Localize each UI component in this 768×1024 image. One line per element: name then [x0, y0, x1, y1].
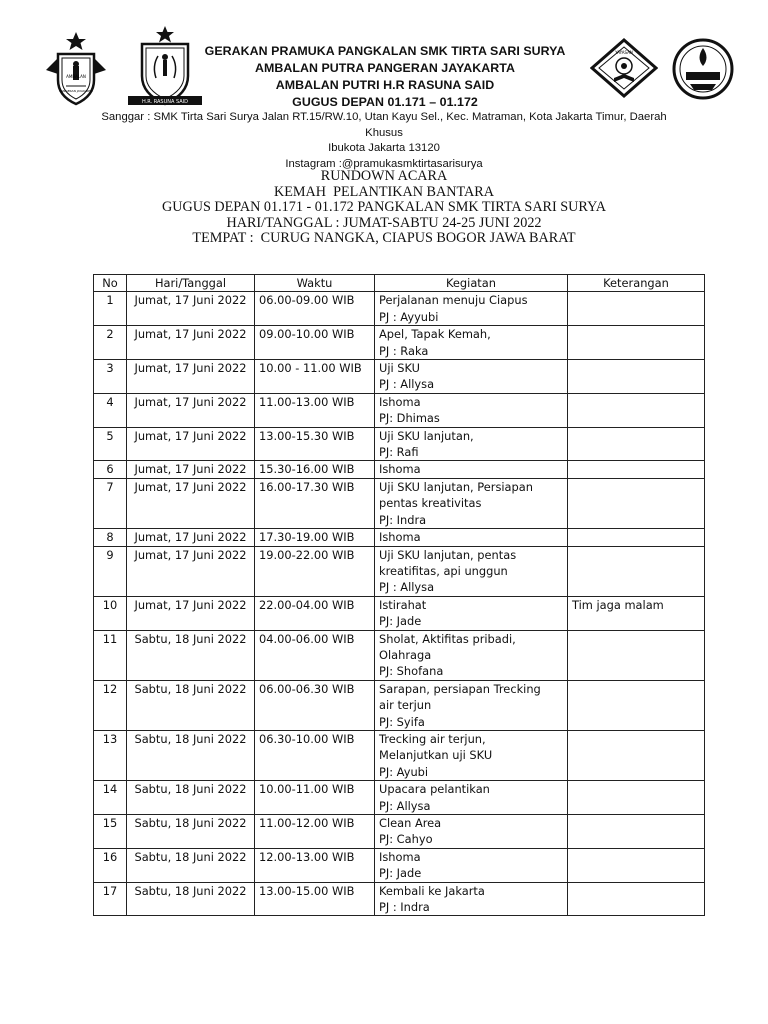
- activity-line: Uji SKU: [379, 361, 421, 376]
- row-activity-cell: [375, 461, 568, 478]
- activity-line: pentas kreativitas: [379, 496, 482, 511]
- row-note-cell: [568, 292, 705, 326]
- activity-line: PJ: Jade: [379, 866, 422, 881]
- row-date-cell: Sabtu, 18 Juni 2022: [127, 882, 255, 916]
- row-time-cell: 10.00 - 11.00 WIB: [255, 360, 375, 394]
- header-hari-tanggal: Hari/Tanggal: [127, 275, 255, 292]
- row-number-cell: 11: [94, 630, 127, 680]
- activity-line: Melanjutkan uji SKU: [379, 748, 493, 763]
- activity-line: PJ: Rafi: [379, 445, 419, 460]
- activity-line: Olahraga: [379, 647, 432, 662]
- table-row: [94, 781, 705, 815]
- row-number-cell: 16: [94, 848, 127, 882]
- row-note-cell: [568, 393, 705, 427]
- activity-line: Ishoma: [379, 462, 421, 477]
- table-row: [94, 848, 705, 882]
- table-row: [94, 680, 705, 730]
- header-kegiatan: Kegiatan: [375, 275, 568, 292]
- document-title: [94, 169, 674, 247]
- row-number-cell: 6: [94, 461, 127, 478]
- row-activity-cell: [375, 360, 568, 394]
- rundown-table: [93, 274, 705, 916]
- row-date-cell: Jumat, 17 Juni 2022: [127, 427, 255, 461]
- title-line-4: HARI/TANGGAL : JUMAT-SABTU 24-25 JUNI 2022: [226, 214, 542, 231]
- row-time-cell: 06.00-06.30 WIB: [255, 680, 375, 730]
- row-note-cell: [568, 326, 705, 360]
- table-row: [94, 730, 705, 780]
- title-line-3: GUGUS DEPAN 01.171 - 01.172 PANGKALAN SMK TIRTA SARI SURYA: [161, 199, 607, 216]
- ambalan-putri-logo: [122, 26, 208, 108]
- instagram-handle: Instagram :@pramukasmktirtasarisurya: [285, 157, 483, 170]
- activity-line: PJ: Ayubi: [379, 764, 429, 779]
- row-note-cell: [568, 360, 705, 394]
- table-row: [94, 630, 705, 680]
- row-activity-cell: [375, 815, 568, 849]
- activity-line: PJ: Shofana: [379, 664, 444, 679]
- row-time-cell: 11.00-13.00 WIB: [255, 393, 375, 427]
- row-date-cell: Jumat, 17 Juni 2022: [127, 596, 255, 630]
- logo-yayasan-text: YAYASAN: [615, 50, 633, 55]
- yayasan-logo: [590, 38, 658, 98]
- activity-line: PJ : Raka: [379, 343, 429, 358]
- address-block: [94, 110, 674, 172]
- row-note-cell: [568, 730, 705, 780]
- activity-line: Perjalanan menuju Ciapus: [379, 293, 528, 308]
- row-number-cell: 10: [94, 596, 127, 630]
- activity-line: Uji SKU lanjutan,: [379, 428, 474, 443]
- row-number-cell: 17: [94, 882, 127, 916]
- activity-line: Apel, Tapak Kemah,: [379, 327, 491, 342]
- row-time-cell: 06.30-10.00 WIB: [255, 730, 375, 780]
- activity-line: PJ : Ayyubi: [379, 309, 439, 324]
- table-header-row: [94, 275, 705, 292]
- row-note-cell: [568, 815, 705, 849]
- row-number-cell: 2: [94, 326, 127, 360]
- row-number-cell: 5: [94, 427, 127, 461]
- row-time-cell: 11.00-12.00 WIB: [255, 815, 375, 849]
- table-row: [94, 546, 705, 596]
- header-line-2: AMBALAN PUTRA PANGERAN JAYAKARTA: [255, 61, 515, 75]
- row-number-cell: 15: [94, 815, 127, 849]
- activity-line: Uji SKU lanjutan, pentas: [379, 547, 517, 562]
- header-keterangan: Keterangan: [568, 275, 705, 292]
- row-note-cell: [568, 630, 705, 680]
- table-row: [94, 393, 705, 427]
- row-date-cell: Jumat, 17 Juni 2022: [127, 529, 255, 546]
- table-row: [94, 882, 705, 916]
- row-number-cell: 13: [94, 730, 127, 780]
- logo-putra-mid-text: PANGERAN JAYAKARTA: [59, 89, 93, 93]
- row-activity-cell: [375, 478, 568, 528]
- activity-line: Upacara pelantikan: [379, 782, 490, 797]
- row-date-cell: Jumat, 17 Juni 2022: [127, 393, 255, 427]
- organization-header: [200, 43, 570, 111]
- row-activity-cell: [375, 529, 568, 546]
- table-row: [94, 815, 705, 849]
- row-time-cell: 17.30-19.00 WIB: [255, 529, 375, 546]
- row-date-cell: Jumat, 17 Juni 2022: [127, 360, 255, 394]
- row-note-cell: [568, 529, 705, 546]
- row-date-cell: Sabtu, 18 Juni 2022: [127, 680, 255, 730]
- table-row: [94, 427, 705, 461]
- address-line-2: Ibukota Jakarta 13120: [328, 142, 440, 154]
- header-line-1: GERAKAN PRAMUKA PANGKALAN SMK TIRTA SARI SURYA: [204, 44, 566, 58]
- row-activity-cell: [375, 427, 568, 461]
- table-row: [94, 478, 705, 528]
- row-activity-cell: [375, 848, 568, 882]
- activity-line: Trecking air terjun,: [379, 731, 486, 746]
- row-activity-cell: [375, 393, 568, 427]
- table-row: [94, 292, 705, 326]
- row-date-cell: Jumat, 17 Juni 2022: [127, 326, 255, 360]
- table-row: [94, 596, 705, 630]
- row-activity-cell: [375, 630, 568, 680]
- table-row: [94, 326, 705, 360]
- row-note-cell: Tim jaga malam: [568, 596, 705, 630]
- activity-line: PJ: Jade: [379, 614, 422, 629]
- activity-line: PJ: Allysa: [379, 798, 431, 813]
- table-row: [94, 360, 705, 394]
- activity-line: Ishoma: [379, 530, 421, 545]
- header-waktu: Waktu: [255, 275, 375, 292]
- row-number-cell: 3: [94, 360, 127, 394]
- activity-line: PJ: Cahyo: [379, 832, 433, 847]
- activity-line: Uji SKU lanjutan, Persiapan: [379, 479, 533, 494]
- row-note-cell: [568, 680, 705, 730]
- row-note-cell: [568, 478, 705, 528]
- row-time-cell: 04.00-06.00 WIB: [255, 630, 375, 680]
- activity-line: Ishoma: [379, 394, 421, 409]
- row-activity-cell: [375, 596, 568, 630]
- row-time-cell: 19.00-22.00 WIB: [255, 546, 375, 596]
- school-seal-logo: [670, 38, 736, 100]
- table-row: [94, 529, 705, 546]
- row-number-cell: 9: [94, 546, 127, 596]
- row-time-cell: 09.00-10.00 WIB: [255, 326, 375, 360]
- activity-line: PJ: Dhimas: [379, 411, 440, 426]
- row-number-cell: 8: [94, 529, 127, 546]
- title-line-5: TEMPAT : CURUG NANGKA, CIAPUS BOGOR JAWA BARAT: [192, 230, 576, 247]
- activity-line: kreatifitas, api unggun: [379, 563, 508, 578]
- row-time-cell: 12.00-13.00 WIB: [255, 848, 375, 882]
- activity-line: PJ: Indra: [379, 512, 427, 527]
- row-time-cell: 13.00-15.00 WIB: [255, 882, 375, 916]
- row-time-cell: 22.00-04.00 WIB: [255, 596, 375, 630]
- activity-line: PJ : Allysa: [379, 377, 435, 392]
- activity-line: Sarapan, persiapan Trecking: [379, 681, 541, 696]
- header-no: No: [94, 275, 127, 292]
- row-note-cell: [568, 781, 705, 815]
- title-line-1: RUNDOWN ACARA: [320, 168, 448, 184]
- row-activity-cell: [375, 326, 568, 360]
- activity-line: Kembali ke Jakarta: [379, 883, 485, 898]
- row-time-cell: 15.30-16.00 WIB: [255, 461, 375, 478]
- title-line-2: KEMAH PELANTIKAN BANTARA: [274, 183, 494, 200]
- row-note-cell: [568, 427, 705, 461]
- row-number-cell: 1: [94, 292, 127, 326]
- activity-line: Istirahat: [379, 597, 427, 612]
- logo-putri-ribbon-text: H.R. RASUNA SAID: [141, 99, 189, 105]
- address-line-1: Sanggar : SMK Tirta Sari Surya Jalan RT.15/RW.10, Utan Kayu Sel., Kec. Matraman, Kota Jakarta Timur, Daerah Khusus: [101, 111, 667, 139]
- row-date-cell: Jumat, 17 Juni 2022: [127, 546, 255, 596]
- activity-line: air terjun: [379, 698, 432, 713]
- row-note-cell: [568, 461, 705, 478]
- row-time-cell: 16.00-17.30 WIB: [255, 478, 375, 528]
- row-date-cell: Sabtu, 18 Juni 2022: [127, 781, 255, 815]
- activity-line: Clean Area: [379, 816, 442, 830]
- activity-line: PJ : Allysa: [379, 580, 435, 595]
- row-activity-cell: [375, 292, 568, 326]
- row-activity-cell: [375, 730, 568, 780]
- logo-putra-top-text: AMBALAN: [66, 74, 86, 79]
- ambalan-putra-logo: [44, 30, 108, 106]
- row-activity-cell: [375, 882, 568, 916]
- activity-line: Sholat, Aktifitas pribadi,: [379, 631, 516, 646]
- row-number-cell: 12: [94, 680, 127, 730]
- row-date-cell: Sabtu, 18 Juni 2022: [127, 815, 255, 849]
- row-date-cell: Jumat, 17 Juni 2022: [127, 478, 255, 528]
- row-date-cell: Jumat, 17 Juni 2022: [127, 292, 255, 326]
- row-date-cell: Jumat, 17 Juni 2022: [127, 461, 255, 478]
- row-activity-cell: [375, 546, 568, 596]
- row-number-cell: 14: [94, 781, 127, 815]
- row-number-cell: 7: [94, 478, 127, 528]
- row-time-cell: 10.00-11.00 WIB: [255, 781, 375, 815]
- row-note-cell: [568, 848, 705, 882]
- header-line-3: AMBALAN PUTRI H.R RASUNA SAID: [275, 78, 495, 92]
- row-date-cell: Sabtu, 18 Juni 2022: [127, 848, 255, 882]
- row-time-cell: 13.00-15.30 WIB: [255, 427, 375, 461]
- row-activity-cell: [375, 781, 568, 815]
- header-line-4: GUGUS DEPAN 01.171 – 01.172: [292, 95, 478, 109]
- activity-line: Ishoma: [379, 849, 421, 864]
- table-row: [94, 461, 705, 478]
- row-note-cell: [568, 882, 705, 916]
- row-activity-cell: [375, 680, 568, 730]
- row-note-cell: [568, 546, 705, 596]
- row-time-cell: 06.00-09.00 WIB: [255, 292, 375, 326]
- row-number-cell: 4: [94, 393, 127, 427]
- activity-line: PJ: Syifa: [379, 714, 425, 729]
- row-date-cell: Sabtu, 18 Juni 2022: [127, 730, 255, 780]
- row-date-cell: Sabtu, 18 Juni 2022: [127, 630, 255, 680]
- activity-line: PJ : Indra: [379, 900, 430, 915]
